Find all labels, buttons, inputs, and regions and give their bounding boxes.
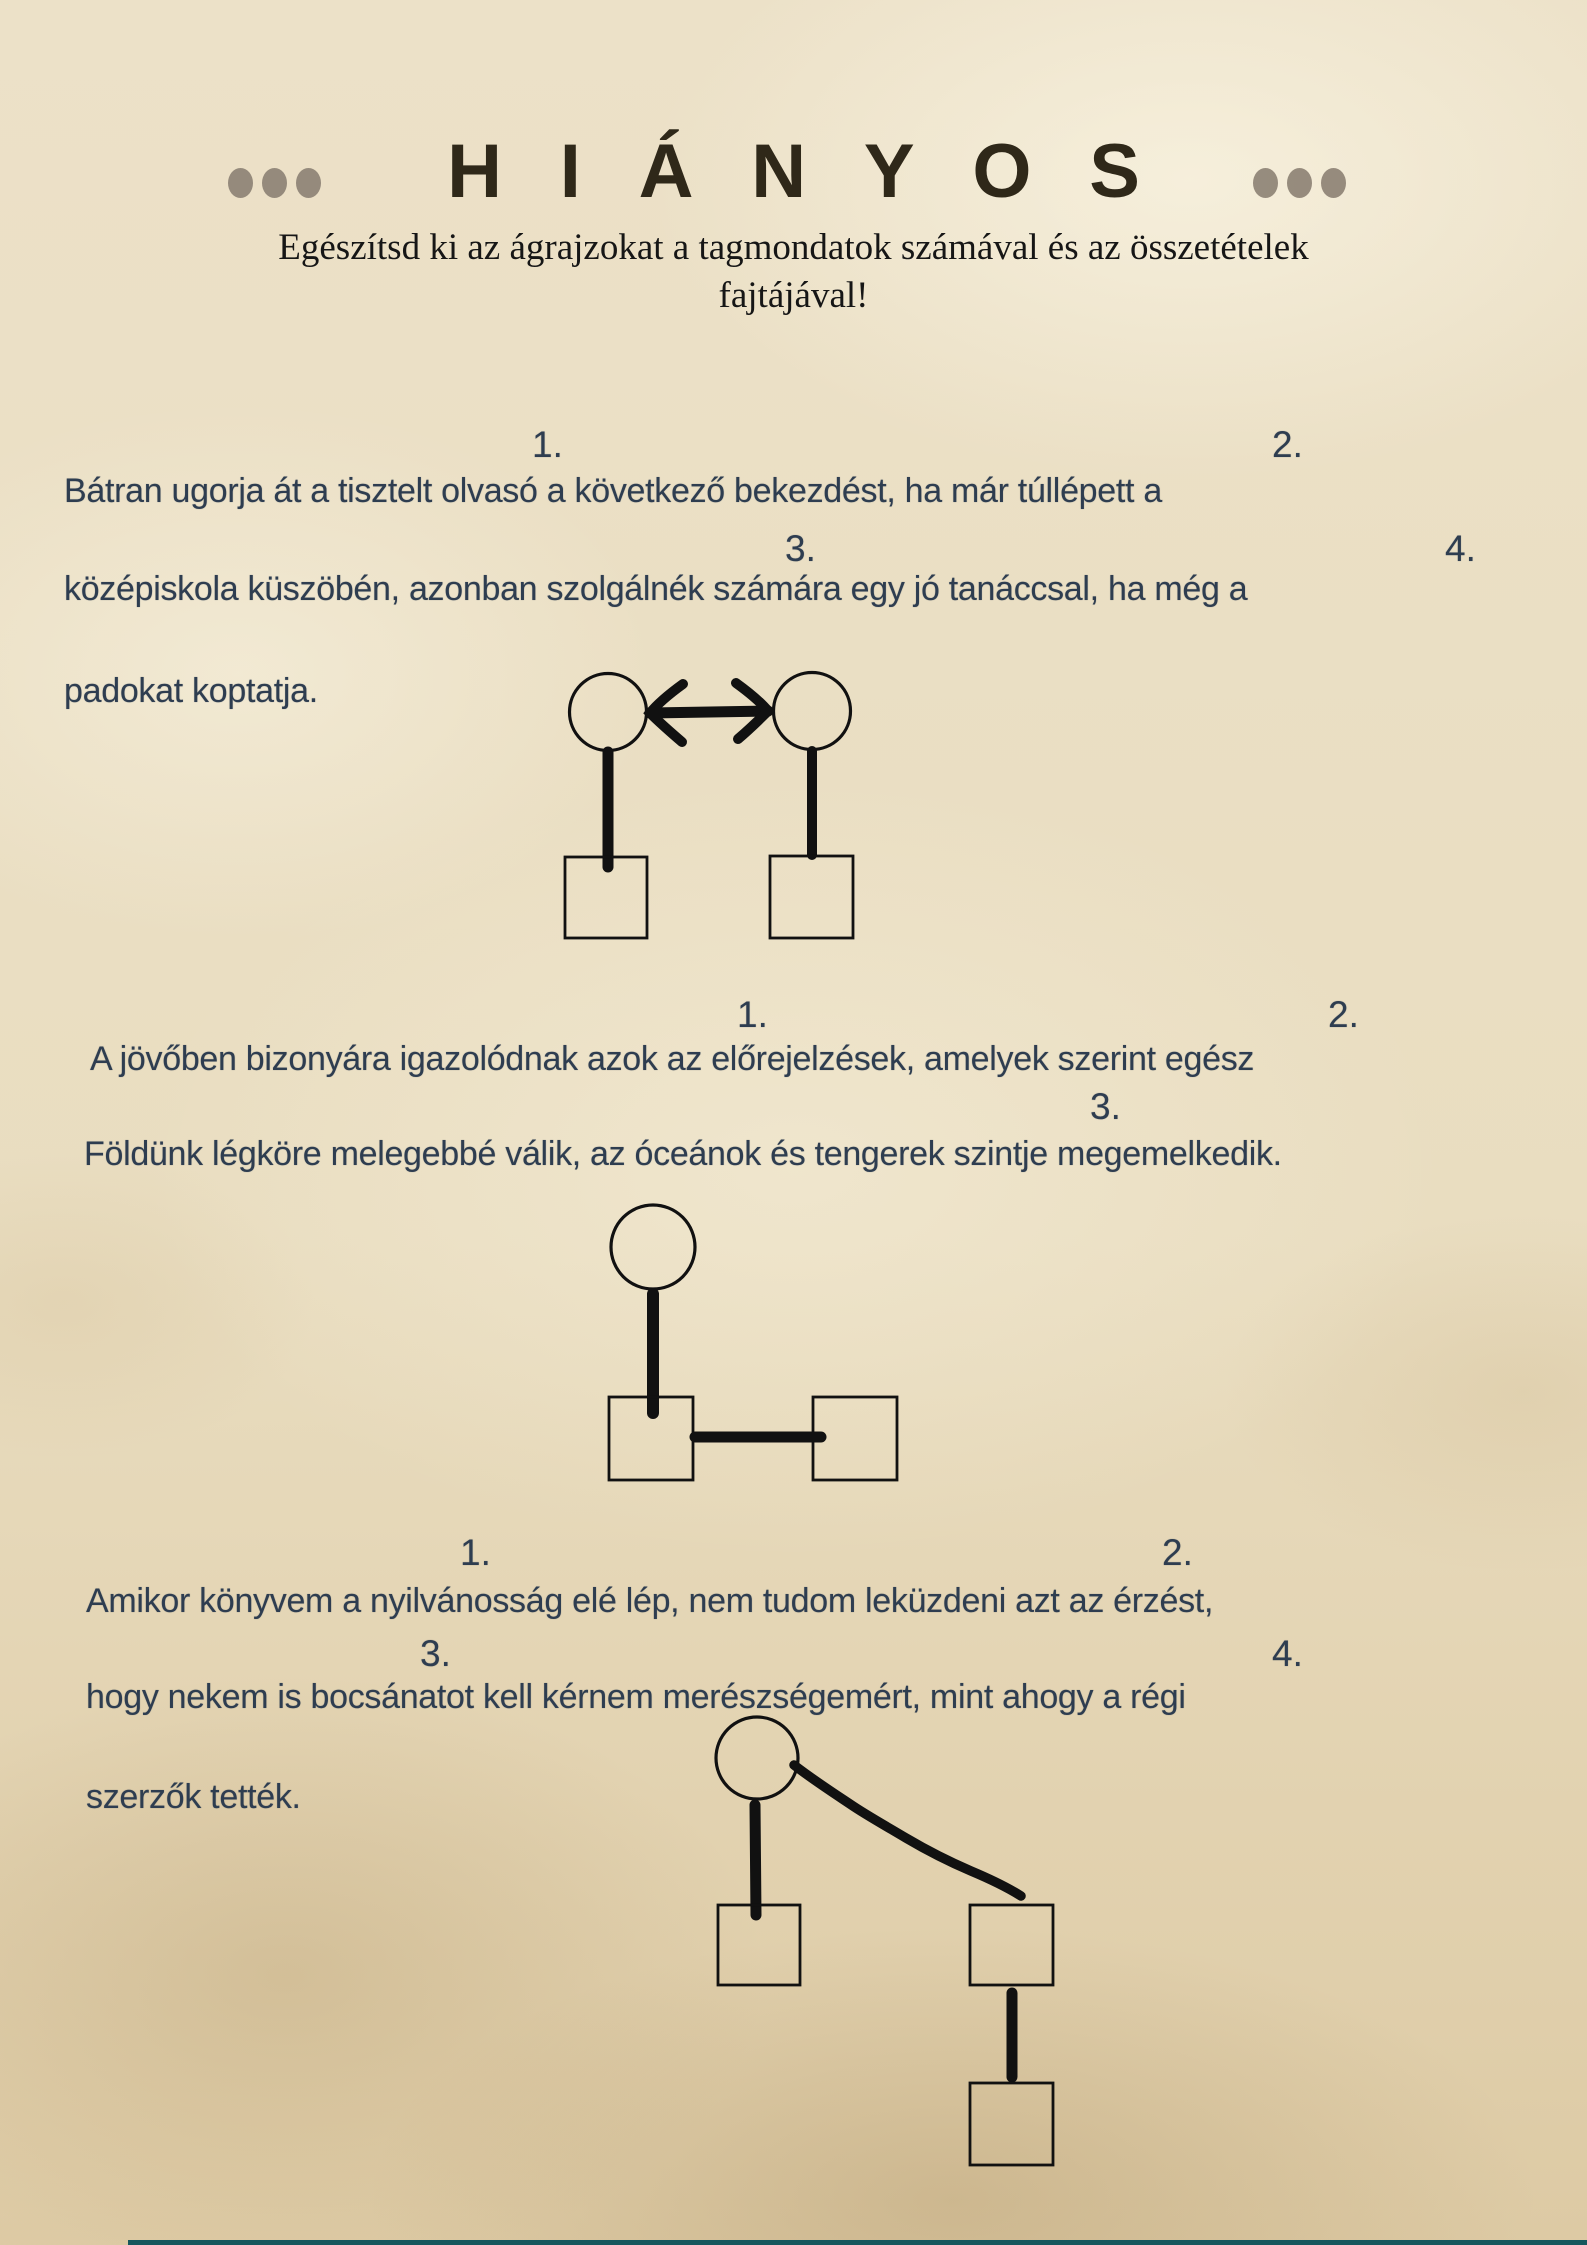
sentence-line: padokat koptatja. xyxy=(64,672,318,710)
diagram-3 xyxy=(700,1705,1070,2185)
clause-circle[interactable] xyxy=(774,673,851,750)
answer-box[interactable] xyxy=(770,856,853,938)
clause-circle[interactable] xyxy=(570,674,647,751)
sentence-line: középiskola küszöbén, azonban szolgálnék számára egy jó tanáccsal, ha még a xyxy=(64,570,1248,608)
diagram-1 xyxy=(540,645,900,960)
sentence-line: hogy nekem is bocsánatot kell kérnem merészségemért, mint ahogy a régi xyxy=(86,1678,1186,1716)
decorative-dots-right xyxy=(1253,168,1346,198)
clause-marker: 3. xyxy=(420,1633,451,1674)
clause-marker: 2. xyxy=(1272,424,1303,465)
clause-marker: 1. xyxy=(737,994,768,1035)
clause-circle[interactable] xyxy=(611,1205,695,1289)
dot-icon xyxy=(1287,168,1312,198)
sentence-line: Földünk légköre melegebbé válik, az óceánok és tengerek szintje megemelkedik. xyxy=(84,1135,1282,1173)
vertical-connector xyxy=(755,1805,756,1915)
clause-marker: 2. xyxy=(1328,994,1359,1035)
clause-circle[interactable] xyxy=(716,1717,798,1799)
diagram-2 xyxy=(595,1195,910,1495)
clause-marker: 4. xyxy=(1272,1633,1303,1674)
footer-accent-bar xyxy=(128,2240,1587,2245)
dot-icon xyxy=(1253,168,1278,198)
clause-marker: 1. xyxy=(532,424,563,465)
double-arrow-connector xyxy=(650,711,768,713)
instructions-line-2: fajtájával! xyxy=(718,275,869,316)
sentence-line: A jövőben bizonyára igazolódnak azok az előrejelzések, amelyek szerint egész xyxy=(90,1040,1255,1078)
dot-icon xyxy=(1321,168,1346,198)
sentence-line: Amikor könyvem a nyilvánosság elé lép, nem tudom leküzdeni azt az érzést, xyxy=(86,1582,1214,1620)
clause-marker: 3. xyxy=(785,528,816,569)
answer-box[interactable] xyxy=(970,1905,1053,1985)
instructions-line-1: Egészítsd ki az ágrajzokat a tagmondatok számával és az összetételek xyxy=(278,227,1309,268)
clause-marker: 2. xyxy=(1162,1532,1193,1573)
clause-marker: 3. xyxy=(1090,1086,1121,1127)
clause-marker: 1. xyxy=(460,1532,491,1573)
sentence-line: szerzők tették. xyxy=(86,1778,301,1816)
clause-marker: 4. xyxy=(1445,528,1476,569)
page-title: HIÁNYOS xyxy=(447,129,1198,214)
diagonal-connector xyxy=(794,1765,1021,1896)
answer-box[interactable] xyxy=(970,2083,1053,2165)
sentence-line: Bátran ugorja át a tisztelt olvasó a következő bekezdést, ha már túllépett a xyxy=(64,472,1162,510)
